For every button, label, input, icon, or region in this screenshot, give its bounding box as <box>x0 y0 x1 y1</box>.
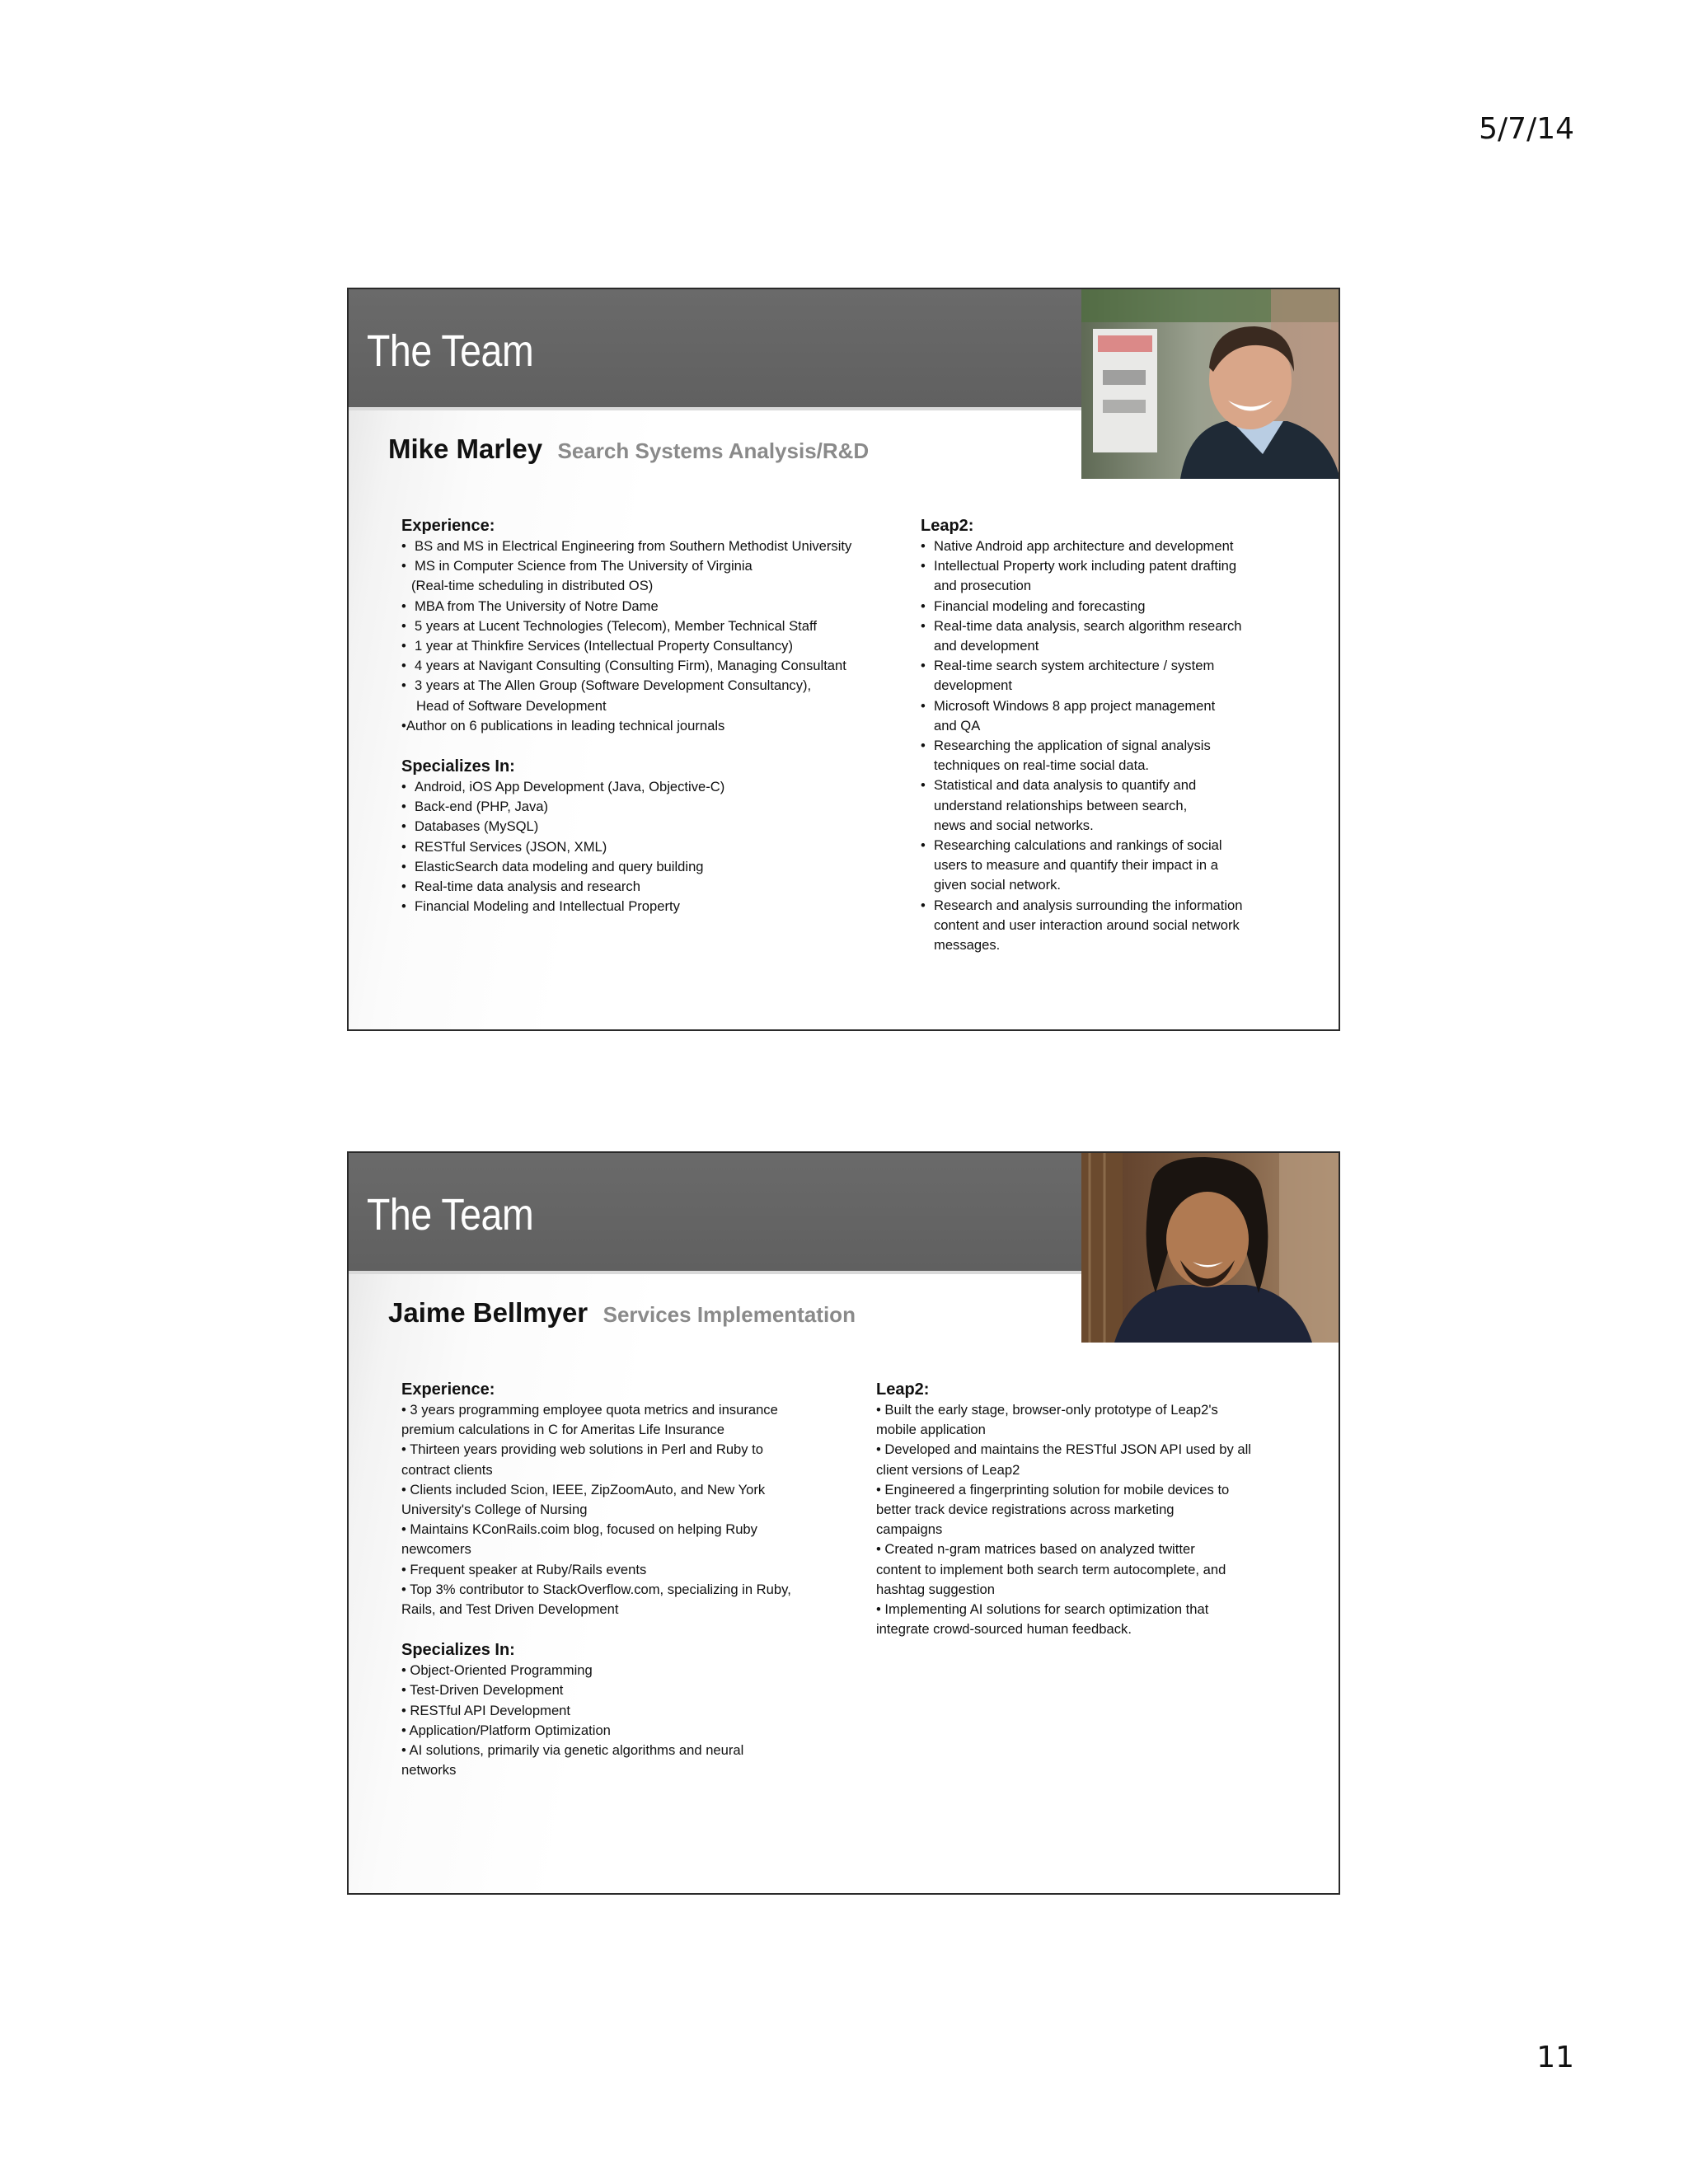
list-line: • Implementing AI solutions for search optimization that <box>876 1601 1209 1618</box>
leap2-column <box>876 1379 1296 1639</box>
experience-heading: Experience: <box>401 1380 495 1399</box>
list-item-text: MS in Computer Science from The University of Virginia <box>415 558 753 574</box>
line: Real-time data analysis, search algorithm research <box>934 617 1242 634</box>
line: techniques on real-time social data. <box>934 757 1150 774</box>
line: given social network. <box>934 877 1062 893</box>
list-line: • Developed and maintains the RESTful JSON API used by all <box>876 1441 1251 1458</box>
list-item <box>921 896 1300 956</box>
list-item <box>921 736 1300 776</box>
list-item: • 1 year at Thinkfire Services (Intellectual Property Consultancy) <box>401 636 912 656</box>
leap2-list <box>876 1400 1296 1639</box>
line: and development <box>934 638 1039 654</box>
list-line: campaigns <box>876 1521 943 1538</box>
list-line: • Frequent speaker at Ruby/Rails events <box>401 1561 647 1577</box>
line: content and user interaction around social network <box>934 916 1240 933</box>
list-line: better track device registrations across marketing <box>876 1502 1175 1518</box>
list-line: client versions of Leap2 <box>876 1461 1020 1478</box>
specializes-list <box>401 777 912 916</box>
list-item <box>921 537 1300 556</box>
list-item: • RESTful Services (JSON, XML) <box>401 837 912 857</box>
line: Native Android app architecture and development <box>934 538 1234 554</box>
leap2-list <box>921 537 1300 955</box>
list-line: newcomers <box>401 1541 471 1558</box>
page-date: 5/7/14 <box>1479 112 1574 146</box>
list-item: • 4 years at Navigant Consulting (Consulting Firm), Managing Consultant <box>401 656 912 676</box>
list-line: • Built the early stage, browser-only prototype of Leap2's <box>876 1402 1218 1418</box>
list-item: • BS and MS in Electrical Engineering from Southern Methodist University <box>401 537 912 556</box>
leap2-heading: Leap2: <box>876 1380 930 1399</box>
person-header <box>388 434 869 465</box>
list-line: contract clients <box>401 1461 493 1478</box>
slide-title-bar <box>349 1153 1081 1274</box>
list-line: • Engineered a fingerprinting solution for mobile devices to <box>876 1481 1230 1497</box>
line: Research and analysis surrounding the information <box>934 897 1243 913</box>
list-item <box>921 776 1300 836</box>
line: Microsoft Windows 8 app project management <box>934 697 1216 714</box>
list-item <box>921 696 1300 736</box>
slide-mike-marley <box>347 288 1340 1031</box>
list-item: • 3 years at The Allen Group (Software Development Consultancy), <box>401 676 912 696</box>
list-line: mobile application <box>876 1422 986 1438</box>
list-item-continuation: Head of Software Development <box>416 697 607 714</box>
list-line: • Object-Oriented Programming <box>401 1662 593 1679</box>
list-line: • Clients included Scion, IEEE, ZipZoomAuto, and New York <box>401 1481 766 1497</box>
list-line: • AI solutions, primarily via genetic algorithms and neural <box>401 1742 744 1759</box>
list-item <box>401 556 912 576</box>
bullet: • <box>401 717 406 733</box>
list-line: • Created n-gram matrices based on analyzed twitter <box>876 1541 1195 1558</box>
person-name: Jaime Bellmyer <box>388 1297 588 1328</box>
list-item: • Back-end (PHP, Java) <box>401 797 912 817</box>
list-item: • 5 years at Lucent Technologies (Telecom), Member Technical Staff <box>401 616 912 636</box>
slide-title: The Team <box>367 326 534 376</box>
list-line: • RESTful API Development <box>401 1702 571 1718</box>
person-header <box>388 1297 856 1329</box>
list-line: hashtag suggestion <box>876 1581 995 1597</box>
line: messages. <box>934 937 1001 954</box>
list-item: • Financial Modeling and Intellectual Property <box>401 897 912 916</box>
line: Researching the application of signal analysis <box>934 738 1211 754</box>
page-number: 11 <box>1536 2041 1574 2074</box>
list-item <box>401 716 912 736</box>
line: and prosecution <box>934 578 1032 594</box>
line: Financial modeling and forecasting <box>934 598 1146 614</box>
list-item-text: Author on 6 publications in leading technical journals <box>406 717 725 733</box>
list-line: content to implement both search term autocomplete, and <box>876 1561 1226 1577</box>
list-item <box>921 616 1300 656</box>
line: Statistical and data analysis to quantify and <box>934 777 1197 794</box>
person-role: Search Systems Analysis/R&D <box>557 438 870 463</box>
leap2-column <box>921 515 1300 955</box>
slide-title-bar <box>349 289 1081 410</box>
portrait-photo-mike-marley <box>1081 289 1340 479</box>
line: users to measure and quantify their impact in a <box>934 857 1218 874</box>
list-line: networks <box>401 1762 457 1779</box>
list-line: University's College of Nursing <box>401 1502 588 1518</box>
list-item: • Real-time data analysis and research <box>401 877 912 897</box>
line: news and social networks. <box>934 817 1094 833</box>
experience-column <box>401 515 912 916</box>
line: understand relationships between search, <box>934 797 1188 813</box>
list-line: • Application/Platform Optimization <box>401 1722 611 1738</box>
line: development <box>934 677 1013 694</box>
portrait-photo-jaime-bellmyer <box>1081 1153 1340 1343</box>
person-role: Services Implementation <box>603 1302 856 1327</box>
list-line: • Maintains KConRails.coim blog, focused on helping Ruby <box>401 1521 757 1538</box>
list-line: integrate crowd-sourced human feedback. <box>876 1621 1132 1638</box>
list-item-continuation: (Real-time scheduling in distributed OS) <box>411 578 654 594</box>
list-item: • ElasticSearch data modeling and query building <box>401 857 912 877</box>
line: Researching calculations and rankings of social <box>934 837 1222 854</box>
list-item <box>921 556 1300 596</box>
line: Real-time search system architecture / system <box>934 658 1215 674</box>
experience-list <box>401 537 912 736</box>
list-item <box>921 597 1300 616</box>
line: Intellectual Property work including patent drafting <box>934 558 1237 574</box>
slide-title: The Team <box>367 1190 534 1240</box>
list-line: Rails, and Test Driven Development <box>401 1601 619 1618</box>
specializes-list <box>401 1661 863 1780</box>
list-line: • Top 3% contributor to StackOverflow.com, specializing in Ruby, <box>401 1581 791 1597</box>
list-line: • Test-Driven Development <box>401 1682 564 1699</box>
list-line: • 3 years programming employee quota metrics and insurance <box>401 1402 778 1418</box>
list-item <box>921 836 1300 896</box>
experience-heading: Experience: <box>401 517 495 535</box>
slide-jaime-bellmyer <box>347 1151 1340 1895</box>
line: and QA <box>934 717 981 733</box>
list-item: • MBA from The University of Notre Dame <box>401 597 912 616</box>
person-name: Mike Marley <box>388 434 543 464</box>
list-item <box>921 656 1300 696</box>
list-item: • Databases (MySQL) <box>401 817 912 837</box>
specializes-heading: Specializes In: <box>401 757 515 776</box>
specializes-heading: Specializes In: <box>401 1641 515 1660</box>
experience-column <box>401 1379 863 1780</box>
experience-list <box>401 1400 863 1619</box>
list-line: • Thirteen years providing web solutions in Perl and Ruby to <box>401 1441 764 1458</box>
leap2-heading: Leap2: <box>921 517 974 535</box>
list-item: • Android, iOS App Development (Java, Objective-C) <box>401 777 912 797</box>
list-line: premium calculations in C for Ameritas Life Insurance <box>401 1422 724 1438</box>
